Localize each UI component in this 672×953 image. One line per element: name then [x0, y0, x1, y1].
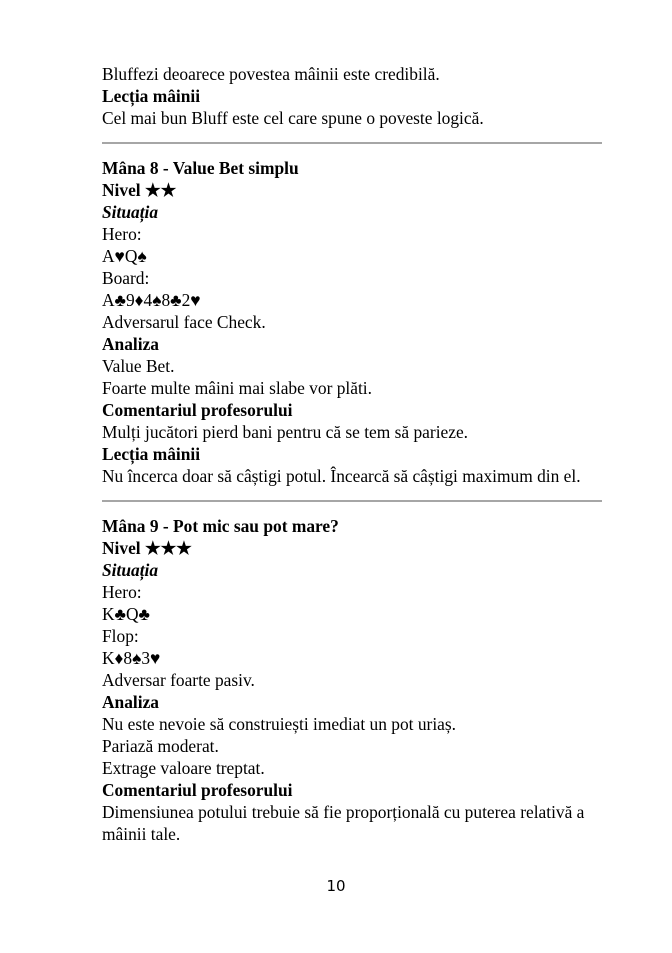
- hand-9-flop-cards: K♦8♠3♥: [102, 648, 161, 668]
- hand-8-analysis-label: Analiza: [102, 334, 160, 354]
- hand-8-board-cards: A♣9♦4♠8♣2♥: [102, 290, 201, 310]
- section-divider: [102, 500, 602, 502]
- hand-9-title: Mâna 9 - Pot mic sau pot mare?: [102, 516, 339, 536]
- hand-8-hero-cards: A♥Q♠: [102, 246, 147, 266]
- hand-9-comment-label: Comentariul profesorului: [102, 780, 293, 800]
- hand-8-lesson-label: Lecția mâinii: [102, 444, 201, 464]
- top-lesson-text: Cel mai bun Bluff este cel care spune o poveste logică.: [102, 108, 484, 128]
- hand-8-level: Nivel ★★: [102, 180, 177, 200]
- section-divider: [102, 142, 602, 144]
- hand-9-level: Nivel ★★★: [102, 538, 192, 558]
- hand-9-hero-cards: K♣Q♣: [102, 604, 150, 624]
- hand-9-situation-label: Situația: [102, 560, 159, 580]
- hand-9-analysis-line: Nu este nevoie să construiești imediat un pot uriaș.: [102, 714, 457, 734]
- hand-8-hero-label: Hero:: [102, 224, 142, 244]
- hand-9-comment-text: Dimensiunea potului trebuie să fie proporțională cu puterea relativă a mâinii tale.: [102, 802, 585, 844]
- hand-9-analysis-line: Extrage valoare treptat.: [102, 758, 265, 778]
- hand-8-analysis-line: Value Bet.: [102, 356, 175, 376]
- hand-8-section: [102, 157, 602, 487]
- hand-8-lesson-text: Nu încerca doar să câștigi potul. Încearcă să câștigi maximum din el.: [102, 466, 581, 486]
- top-text-line: Bluffezi deoarece povestea mâinii este credibilă.: [102, 64, 440, 84]
- page-number: 10: [326, 877, 346, 895]
- hand-8-comment-label: Comentariul profesorului: [102, 400, 293, 420]
- hand-8-board-label: Board:: [102, 268, 150, 288]
- document-body: [102, 63, 602, 845]
- hand-9-opponent: Adversar foarte pasiv.: [102, 670, 255, 690]
- hand-9-hero-label: Hero:: [102, 582, 142, 602]
- hand-9-flop-label: Flop:: [102, 626, 139, 646]
- hand-9-analysis-line: Pariază moderat.: [102, 736, 219, 756]
- hand-8-title: Mâna 8 - Value Bet simplu: [102, 158, 299, 178]
- hand-9-analysis-label: Analiza: [102, 692, 160, 712]
- hand-8-analysis-line: Foarte multe mâini mai slabe vor plăti.: [102, 378, 372, 398]
- hand-8-comment-text: Mulți jucători pierd bani pentru că se tem să parieze.: [102, 422, 469, 442]
- top-lesson-label: Lecția mâinii: [102, 86, 201, 106]
- hand-8-opponent: Adversarul face Check.: [102, 312, 266, 332]
- hand-9-section: [102, 515, 602, 845]
- hand-8-situation-label: Situația: [102, 202, 159, 222]
